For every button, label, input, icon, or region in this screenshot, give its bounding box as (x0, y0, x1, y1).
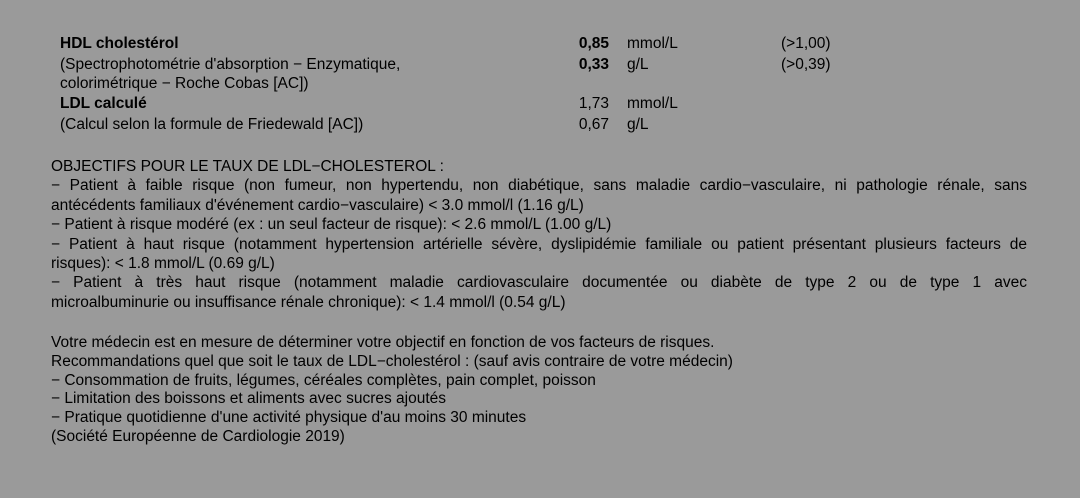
hdl-method-line1: (Spectrophotométrie d'absorption − Enzymatique, (60, 56, 401, 73)
objectives-heading: OBJECTIFS POUR LE TAUX DE LDL−CHOLESTEROL : (51, 158, 444, 175)
objective-high-risk-line1: − Patient à haut risque (notamment hypertension artérielle sévère, dyslipidémie familiale ou patient présentant plusieurs facteurs de (51, 235, 1027, 253)
ldl-method-line1: (Calcul selon la formule de Friedewald [AC]) (60, 116, 364, 133)
recommendation-source: (Société Européenne de Cardiologie 2019) (51, 427, 345, 445)
recommendation-item-activity: − Pratique quotidienne d'une activité physique d'au moins 30 minutes (51, 409, 527, 427)
ldl-unit-gl: g/L (627, 116, 649, 133)
recommendations-section (51, 334, 1027, 447)
recommendation-intro: Votre médecin est en mesure de déterminer votre objectif en fonction de vos facteurs de risques. (51, 334, 715, 351)
ldl-objectives-section (51, 157, 1027, 312)
hdl-title: HDL cholestérol (60, 35, 179, 52)
objective-high-risk-line2: risques): < 1.8 mmol/L (0.69 g/L) (51, 255, 275, 273)
hdl-value-gl: 0,33 (578, 56, 609, 73)
objective-moderate-risk: − Patient à risque modéré (ex : un seul facteur de risque): < 2.6 mmol/L (1.00 g/L) (51, 216, 612, 234)
ldl-unit-mmol: mmol/L (627, 95, 678, 112)
ldl-title: LDL calculé (60, 95, 147, 112)
ldl-value-gl: 0,67 (578, 116, 609, 133)
hdl-unit-gl: g/L (627, 56, 649, 73)
objective-very-high-risk-line1: − Patient à très haut risque (notamment maladie cardiovasculaire documentée ou diabète de type 2 ou de type 1 avec (51, 274, 1027, 292)
hdl-value-mmol: 0,85 (578, 35, 609, 52)
recommendation-item-sugar: − Limitation des boissons et aliments avec sucres ajoutés (51, 390, 447, 408)
hdl-reference-mmol: (>1,00) (781, 35, 831, 52)
objective-low-risk-line2: antécédents familiaux d'événement cardio−vasculaire) < 3.0 mmol/l (1.16 g/L) (51, 196, 584, 214)
ldl-value-mmol: 1,73 (578, 95, 609, 112)
recommendation-item-diet: − Consommation de fruits, légumes, céréales complètes, pain complet, poisson (51, 371, 596, 389)
objective-low-risk-line1: − Patient à faible risque (non fumeur, non hypertendu, non diabétique, sans maladie cardio−vasculaire, ni pathologie rénale, sans (51, 177, 1027, 195)
objective-very-high-risk-line2: microalbuminurie ou insuffisance rénale chronique): < 1.4 mmol/l (0.54 g/L) (51, 293, 566, 311)
hdl-unit-mmol: mmol/L (627, 35, 678, 52)
hdl-reference-gl: (>0,39) (781, 56, 831, 73)
hdl-method-line2: colorimétrique − Roche Cobas [AC]) (60, 75, 309, 92)
recommendation-heading: Recommandations quel que soit le taux de LDL−cholestérol : (sauf avis contraire de votre médecin) (51, 352, 733, 370)
